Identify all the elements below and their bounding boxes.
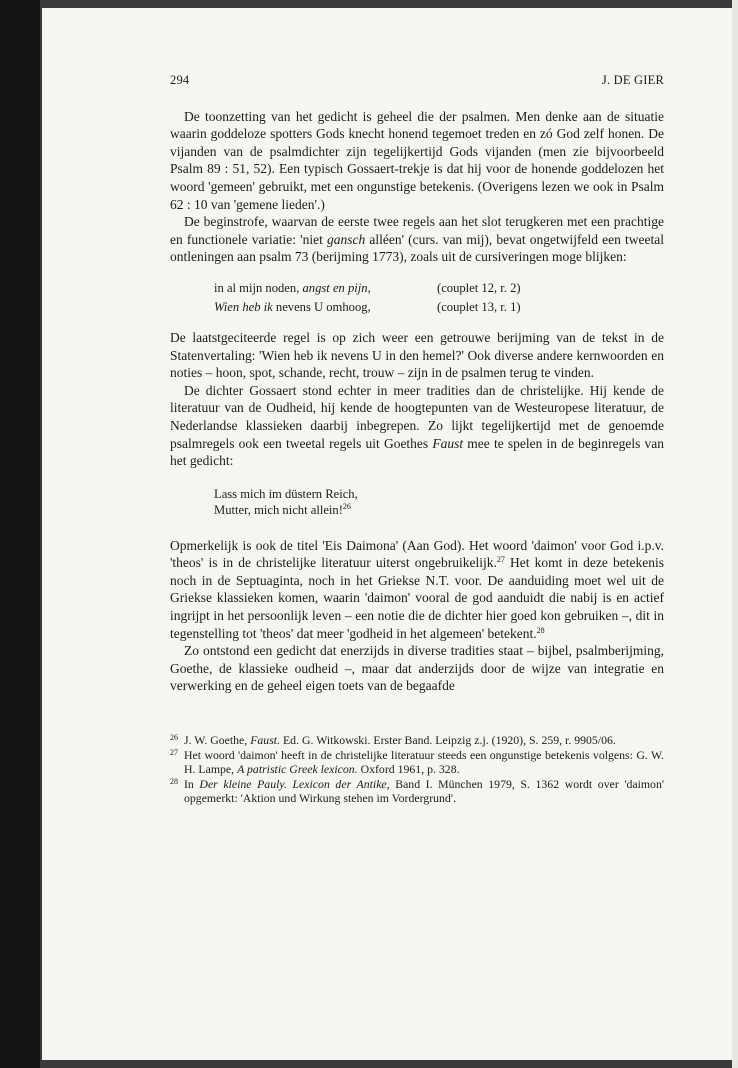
- scan-border-left: [0, 0, 40, 1068]
- quote-line: Mutter, mich nicht allein!$^{26}$: [214, 502, 351, 518]
- footnote: 26 J. W. Goethe, Faust. Ed. G. Witkowski. Erster Band. Leipzig z.j. (1920), S. 259, r. 9905/06.: [170, 733, 616, 748]
- paragraph: Opmerkelijk is ook de titel 'Eis Daimona' (Aan God). Het woord 'daimon' voor God i.p.v. 'theos' is in de christelijke literatuur uiterst ongebruikelijk.$^{27}$ Het komt in deze betekenis noch in de Septuaginta, noch in het Griekse N.T. voor. De aanduiding moet wel uit de Griekse klassieken komen, waarin 'daimon' vooral de god aanduidt die nabij is en actief ingrijpt in het persoonlijk leven – een notie die de dichter hier goed kon gebruiken –, dit in tegenstelling tot 'theos' dat meer 'godheid in het algemeen' betekent.$^{28}$: [170, 537, 665, 641]
- paragraph: De dichter Gossaert stond echter in meer tradities dan de christelijke. Hij kende de literatuur van de Oudheid, hij kende de hoogtepunten van de Westeuropese literatuur, de Nederlandse klassieken daarbij inbegrepen. Zo lijkt tegelijkertijd met de genoemde psalmregels ook een tweetal regels uit Goethes Faust mee te spelen in de beginregels van het gedicht:: [170, 382, 664, 469]
- footnote-marker: 27: [496, 555, 505, 565]
- quote-line: Wien heb ik nevens U omhoog, (couplet 13, r. 1): [214, 298, 664, 317]
- footnote-marker: 26: [342, 502, 351, 512]
- page-number: 294: [170, 73, 190, 87]
- paragraph: De laatstgeciteerde regel is op zich weer een getrouwe berijming van de tekst in de Statenvertaling: 'Wien heb ik nevens U in den hemel?' Ook diverse andere kernwoorden en noties – hoon, spot, schande, recht, trouw – zijn in de psalmen terug te vinden.: [170, 329, 664, 381]
- paragraph: Zo ontstond een gedicht dat enerzijds in diverse tradities staat – bijbel, psalmberijming, Goethe, de klassieke oudheid –, maar dat anderzijds door de wijze van integratie en verwerking en de geheel eigen toets van de begaafde: [170, 643, 664, 694]
- footnote: 28 In Der kleine Pauly. Lexicon der Antike, Band I. München 1979, S. 1362 wordt over 'daimon' opgemerkt: 'Aktion und Wirkung stehen im Vordergrund'.: [170, 776, 664, 806]
- running-title: J. DE GIER: [601, 73, 664, 87]
- goethe-quote: [214, 486, 664, 519]
- scan-border-right: [732, 0, 738, 1068]
- paragraph: De beginstrofe, waarvan de eerste twee regels aan het slot terugkeren met een prachtige en functionele variatie: 'niet gansch alléen' (curs. van mij), bevat ongetwijfeld een tweetal ontleningen aan psalm 73 (berijming 1773), zoals uit de cursiveringen moge blijken:: [170, 214, 664, 265]
- page-content: [170, 72, 664, 806]
- quote-line: Lass mich im düstern Reich,: [214, 486, 358, 501]
- footnote-marker: 28: [536, 625, 545, 635]
- quote-reference: (couplet 13, r. 1): [437, 299, 521, 314]
- paragraph: De toonzetting van het gedicht is geheel die der psalmen. Men denke aan de situatie waarin goddeloze spotters Gods knecht honend tegemoet treden en zó God zelf honen. De vijanden van de psalmdichter zijn tegelijkertijd Gods vijanden (men zie bijvoorbeeld Psalm 89 : 51, 52). Een typisch Gossaert-trekje is dat hij voor de honende goddelozen het woord 'gemeen' gebruikt, met een ongunstige betekenis. (Overigens lezen we ook in Psalm 62 : 10 van 'gemene lieden'.): [170, 108, 664, 212]
- quote-line: in al mijn noden, angst en pijn, (couplet 12, r. 2): [214, 279, 664, 298]
- footnotes: [170, 733, 664, 806]
- footnote: 27 Het woord 'daimon' heeft in de christelijke literatuur steeds een ongunstige betekenis volgens: G. W. H. Lampe, A patristic Greek lexicon. Oxford 1961, p. 328.: [170, 747, 664, 777]
- psalm-quote: [214, 279, 664, 317]
- running-head: [170, 72, 664, 90]
- quote-reference: (couplet 12, r. 2): [437, 280, 521, 295]
